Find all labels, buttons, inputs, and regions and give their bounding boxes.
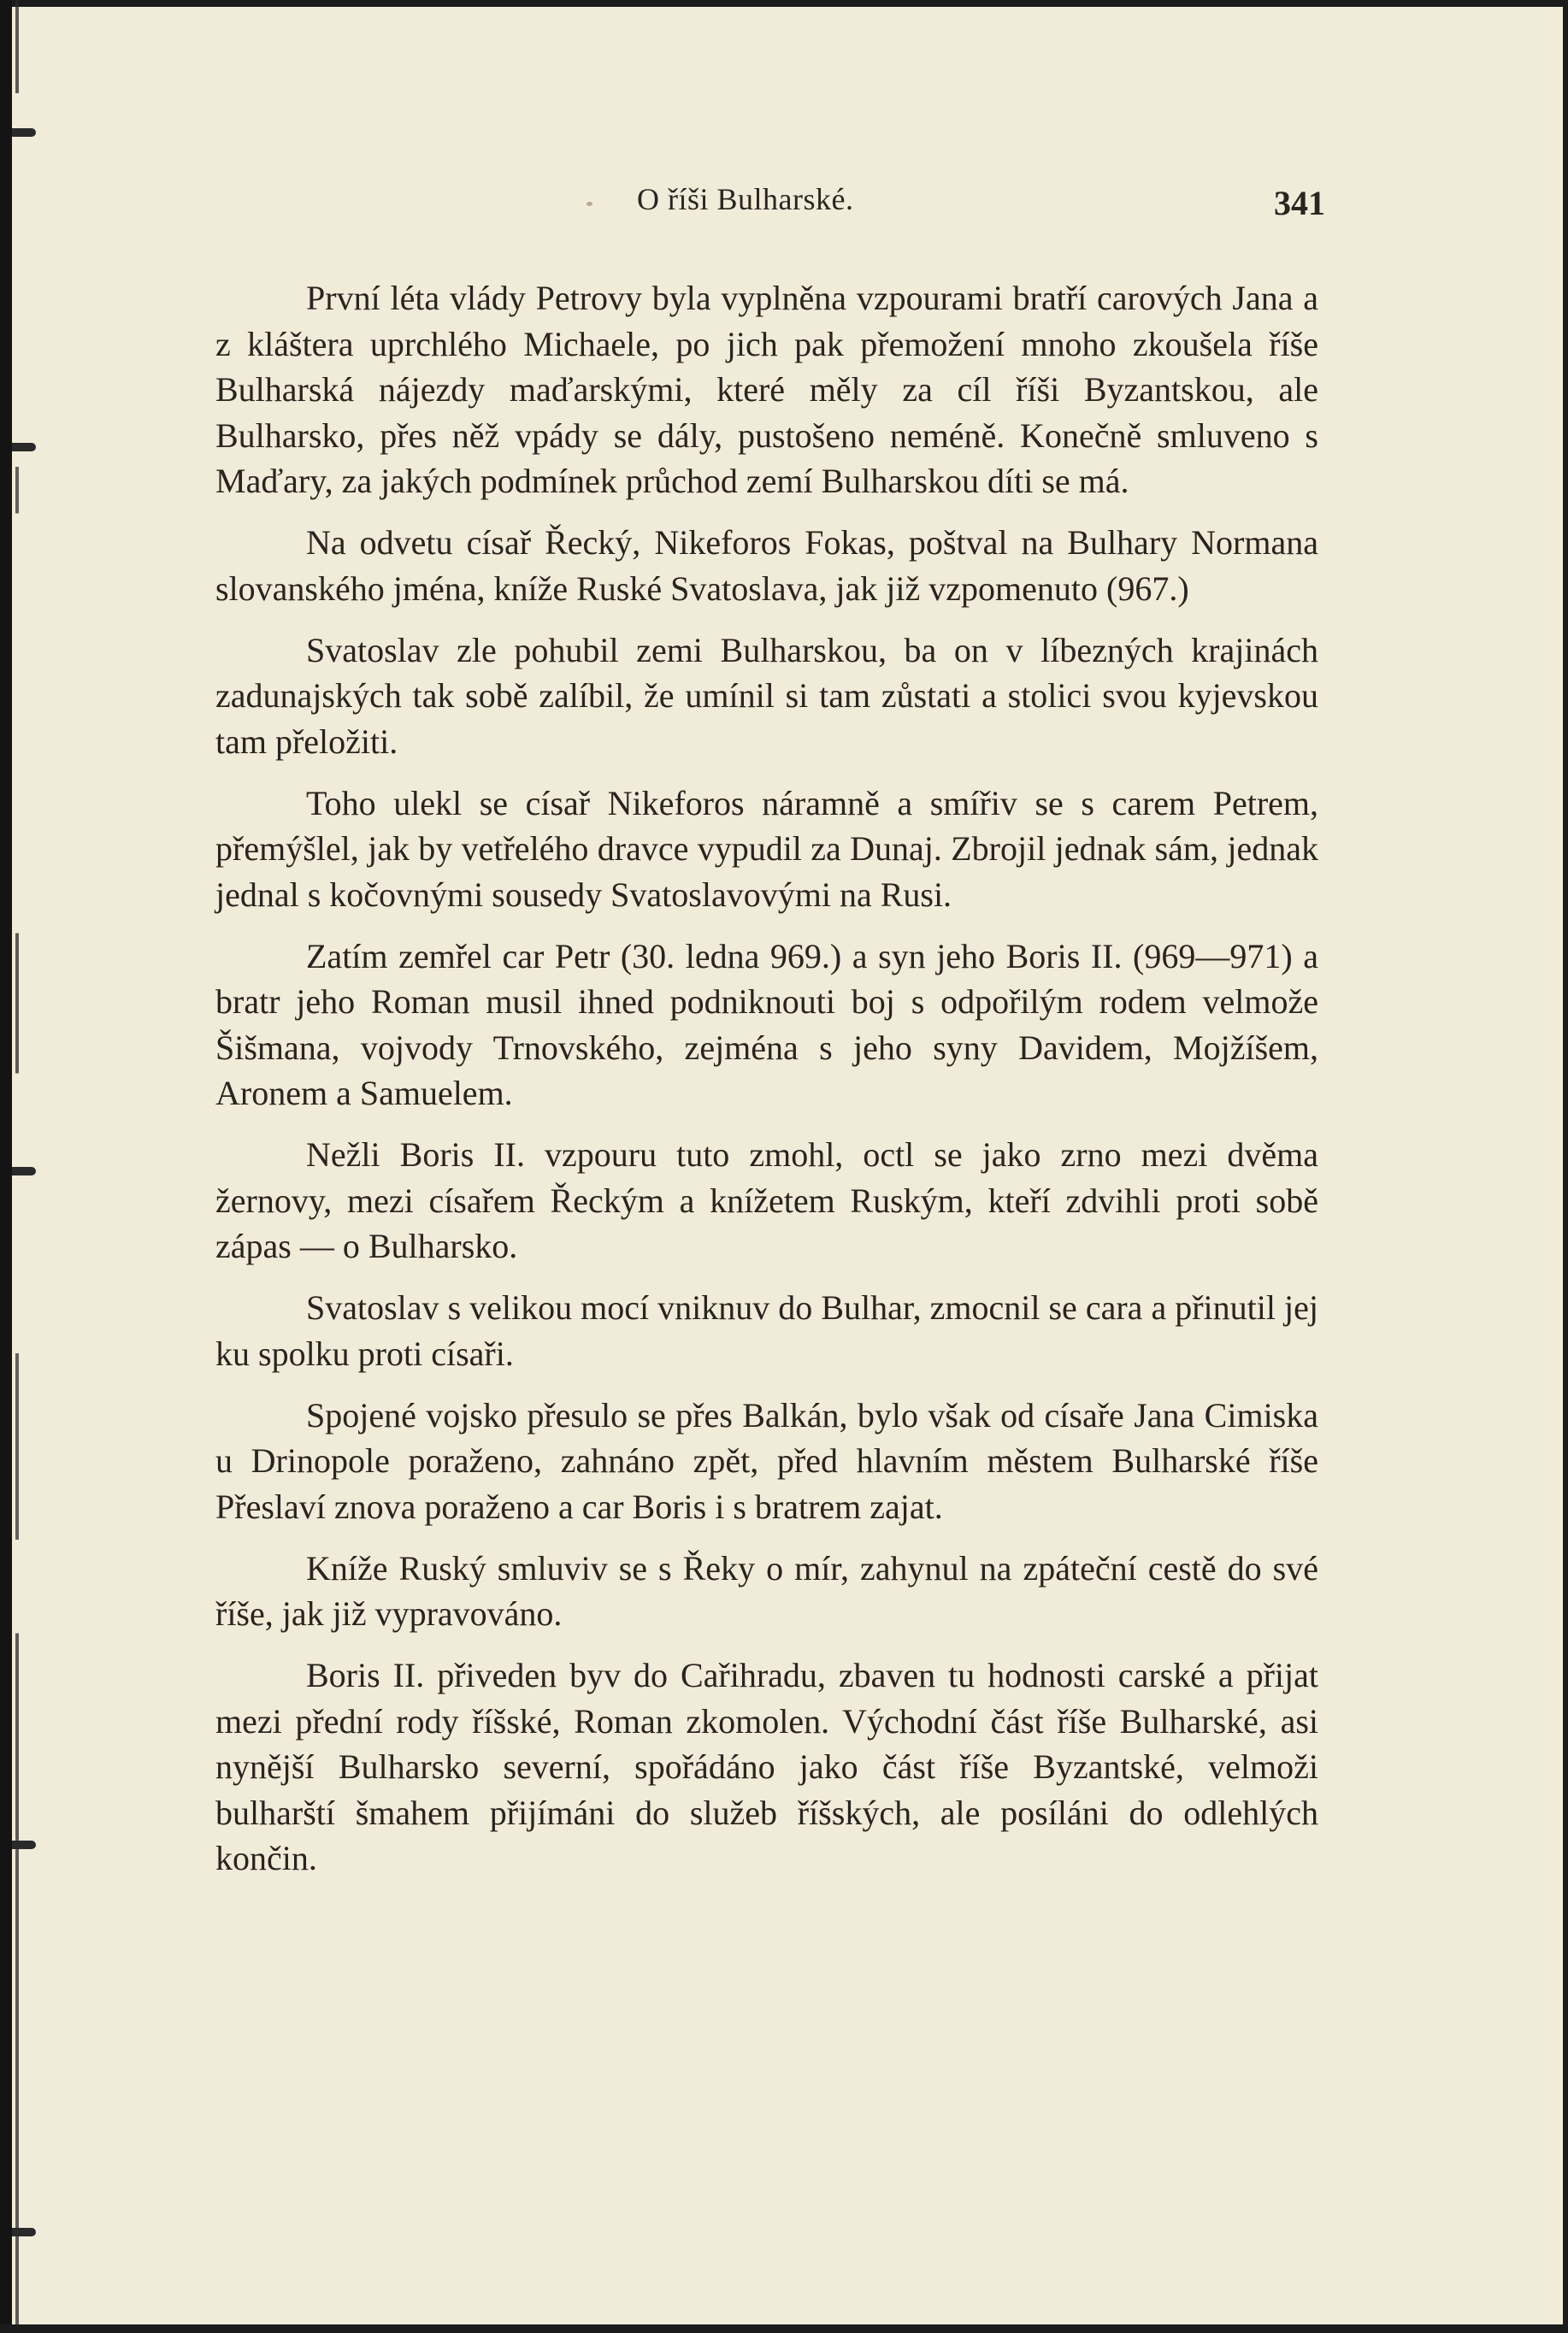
paragraph: Spojené vojsko přesulo se přes Balkán, bylo však od císaře Jana Cimiska u Drinopole poraženo, zahnáno zpět, před hlavním městem Bulharské říše Přeslaví znova poraženo a car Boris i s bratrem zajat. [215, 1395, 1318, 1526]
paragraph: Toho ulekl se císař Nikeforos náramně a smířiv se s carem Petrem, přemýšlel, jak by vetřelého dravce vypudil za Dunaj. Zbrojil jednak sám, jednak jednal s kočovnými sousedy Svatoslavovými na Rusi. [215, 783, 1318, 914]
paragraph: Boris II. přiveden byv do Cařihradu, zbaven tu hodnosti carské a přijat mezi přední rody říšské, Roman zkomolen. Východní část říše Bulharské, asi nynější Bulharsko severní, spořádáno jako část říše Byzantské, velmoži bulharští šmahem přijímáni do služeb říšských, ale posíláni do odlehlých končin. [215, 1656, 1318, 1877]
body-text [215, 275, 1318, 1897]
binding-tab-mark [12, 1841, 36, 1849]
paragraph: Nežli Boris II. vzpouru tuto zmohl, octl se jako zrno mezi dvěma žernovy, mezi císařem Řeckým a knížetem Ruským, kteří zdvihli proti sobě zápas — o Bulharsko. [215, 1135, 1318, 1265]
binding-tab-mark [12, 128, 36, 137]
paragraph: Na odvetu císař Řecký, Nikeforos Fokas, poštval na Bulhary Normana slovanského jména, kníže Ruské Svatoslava, jak již vzpomenuto (967.) [215, 523, 1318, 608]
scan-border-top [0, 0, 1568, 7]
running-header-title: O říši Bulharské. [637, 182, 854, 216]
header-ornament-dot [587, 202, 592, 206]
binding-tab-mark [12, 1167, 36, 1175]
binding-tab-mark [12, 443, 36, 451]
scan-border-right [1563, 0, 1568, 2333]
binding-tab-mark [12, 2228, 36, 2236]
scan-border-bottom [0, 2324, 1568, 2333]
page-number: 341 [1274, 184, 1325, 222]
paragraph: První léta vlády Petrovy byla vyplněna vzpourami bratří carových Jana a z kláštera uprchlého Michaele, po jich pak přemožení mnoho zkoušela říše Bulharská nájezdy maďarskými, které měly za cíl říši Byzantskou, ale Bulharsko, přes něž vpády se dály, pustošeno neméně. Konečně smluveno s Maďary, za jakých podmínek průchod zemí Bulharskou díti se má. [215, 279, 1318, 500]
paragraph: Svatoslav zle pohubil zemi Bulharskou, ba on v líbezných krajinách zadunajských tak sobě zalíbil, že umínil si tam zůstati a stolici svou kyjevskou tam přeložiti. [215, 630, 1318, 761]
scan-border-left [0, 0, 12, 2333]
running-header [214, 181, 1325, 233]
paragraph: Kníže Ruský smluviv se s Řeky o mír, zahynul na zpáteční cestě do své říše, jak již vypravováno. [215, 1548, 1318, 1633]
paragraph: Svatoslav s velikou mocí vniknuv do Bulhar, zmocnil se cara a přinutil jej ku spolku proti císaři. [215, 1288, 1318, 1373]
paragraph: Zatím zemřel car Petr (30. ledna 969.) a syn jeho Boris II. (969—971) a bratr jeho Roman musil ihned podniknouti boj s odpořilým rodem velmože Šišmana, vojvody Trnovského, zejména s jeho syny Davidem, Mojžíšem, Aronem a Samuelem. [215, 936, 1318, 1112]
